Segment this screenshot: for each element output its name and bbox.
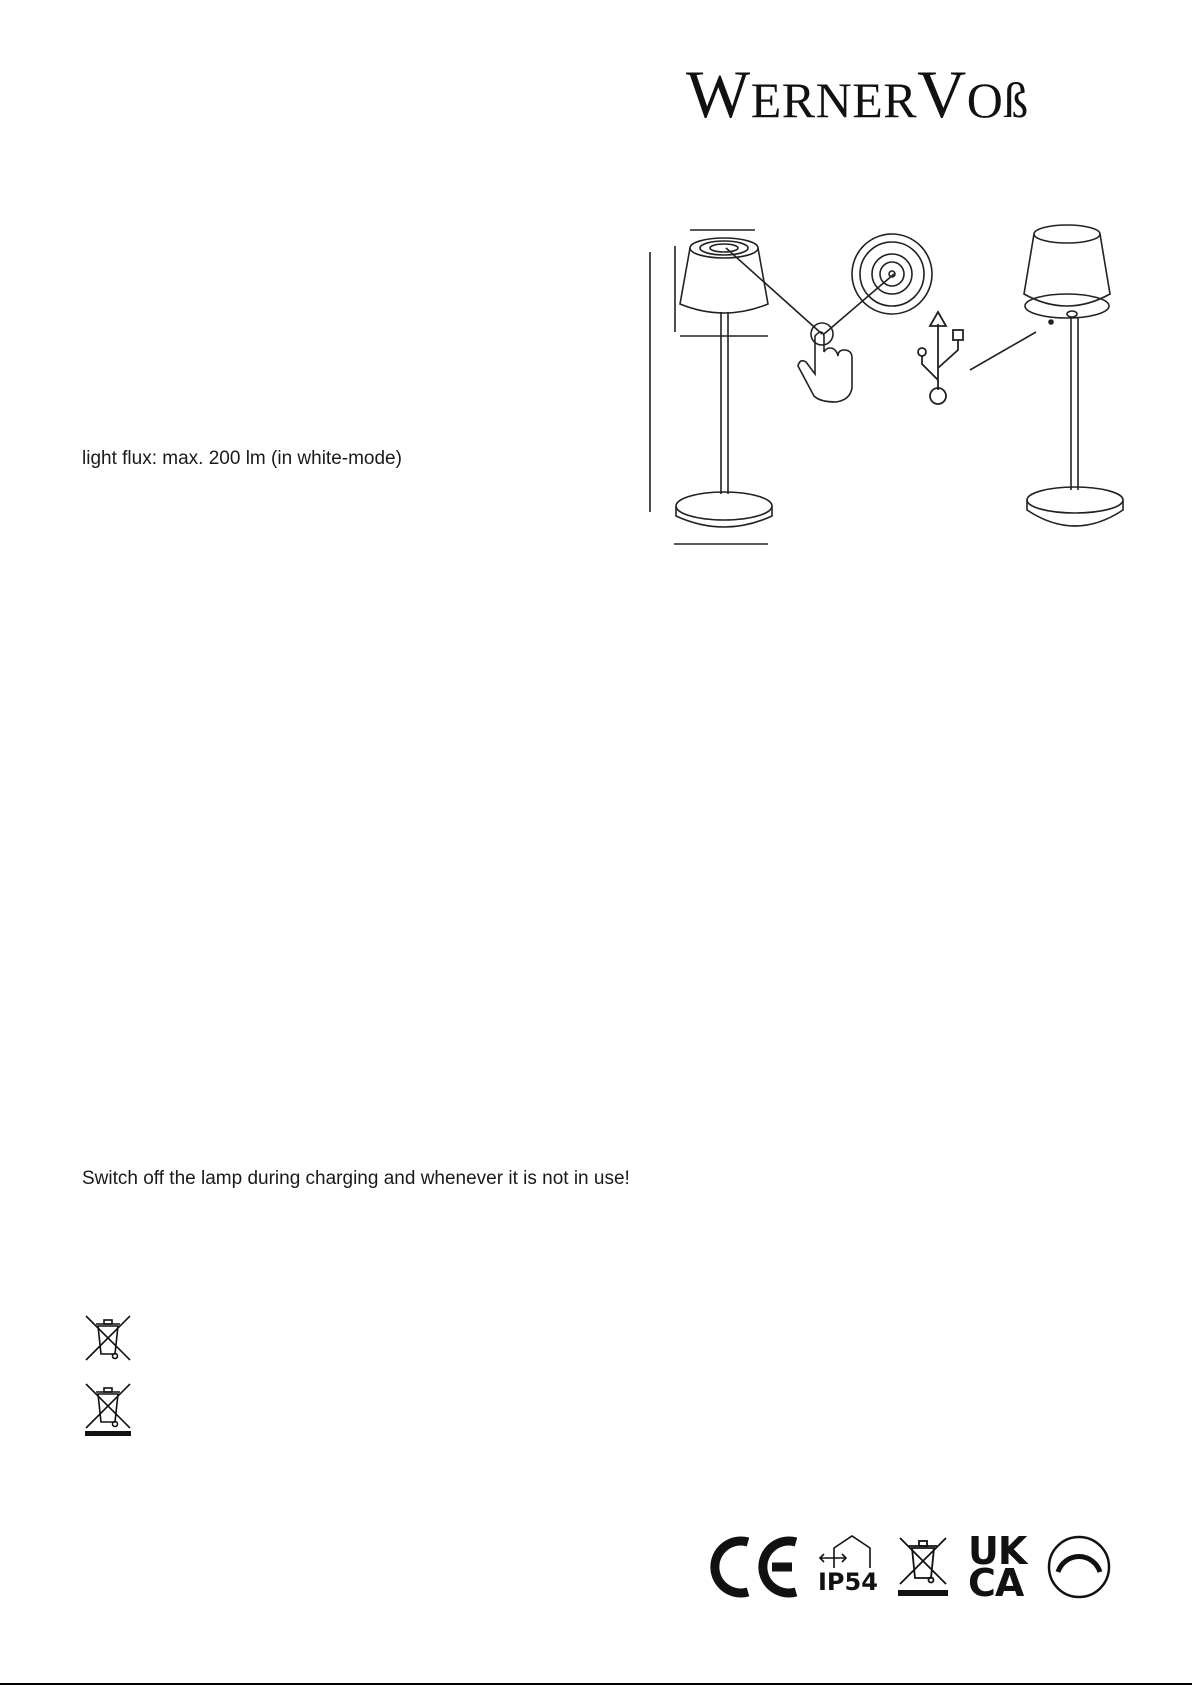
usb-icon [918,312,963,404]
ip54-icon [816,1534,880,1600]
ukca-uk: UK [968,1529,1027,1573]
dimmer-icon [1046,1534,1112,1600]
ip54-label: IP54 [818,1568,878,1596]
warning-text: Switch off the lamp during charging and whenever it is not in use! [82,1168,630,1189]
brand-logo-erner: ERNER [750,72,918,128]
brand-logo-v: V [917,56,967,132]
brand-logo-w: W [686,56,751,132]
ukca-ca: CA [968,1561,1024,1605]
brand-logo-oss: Oß [966,72,1029,128]
lamp-diagram-icon [640,222,1130,552]
weee-mark-icon [896,1536,950,1598]
touch-switch-icon [798,323,852,402]
ce-mark-icon [710,1534,802,1600]
brand-logo [686,56,1029,132]
spec-light-flux: light flux: max. 200 lm (in white-mode) [82,448,402,469]
weee-bin-bar-icon [84,1382,132,1438]
weee-bin-icon [84,1314,132,1364]
ukca-mark-icon [968,1529,1032,1605]
